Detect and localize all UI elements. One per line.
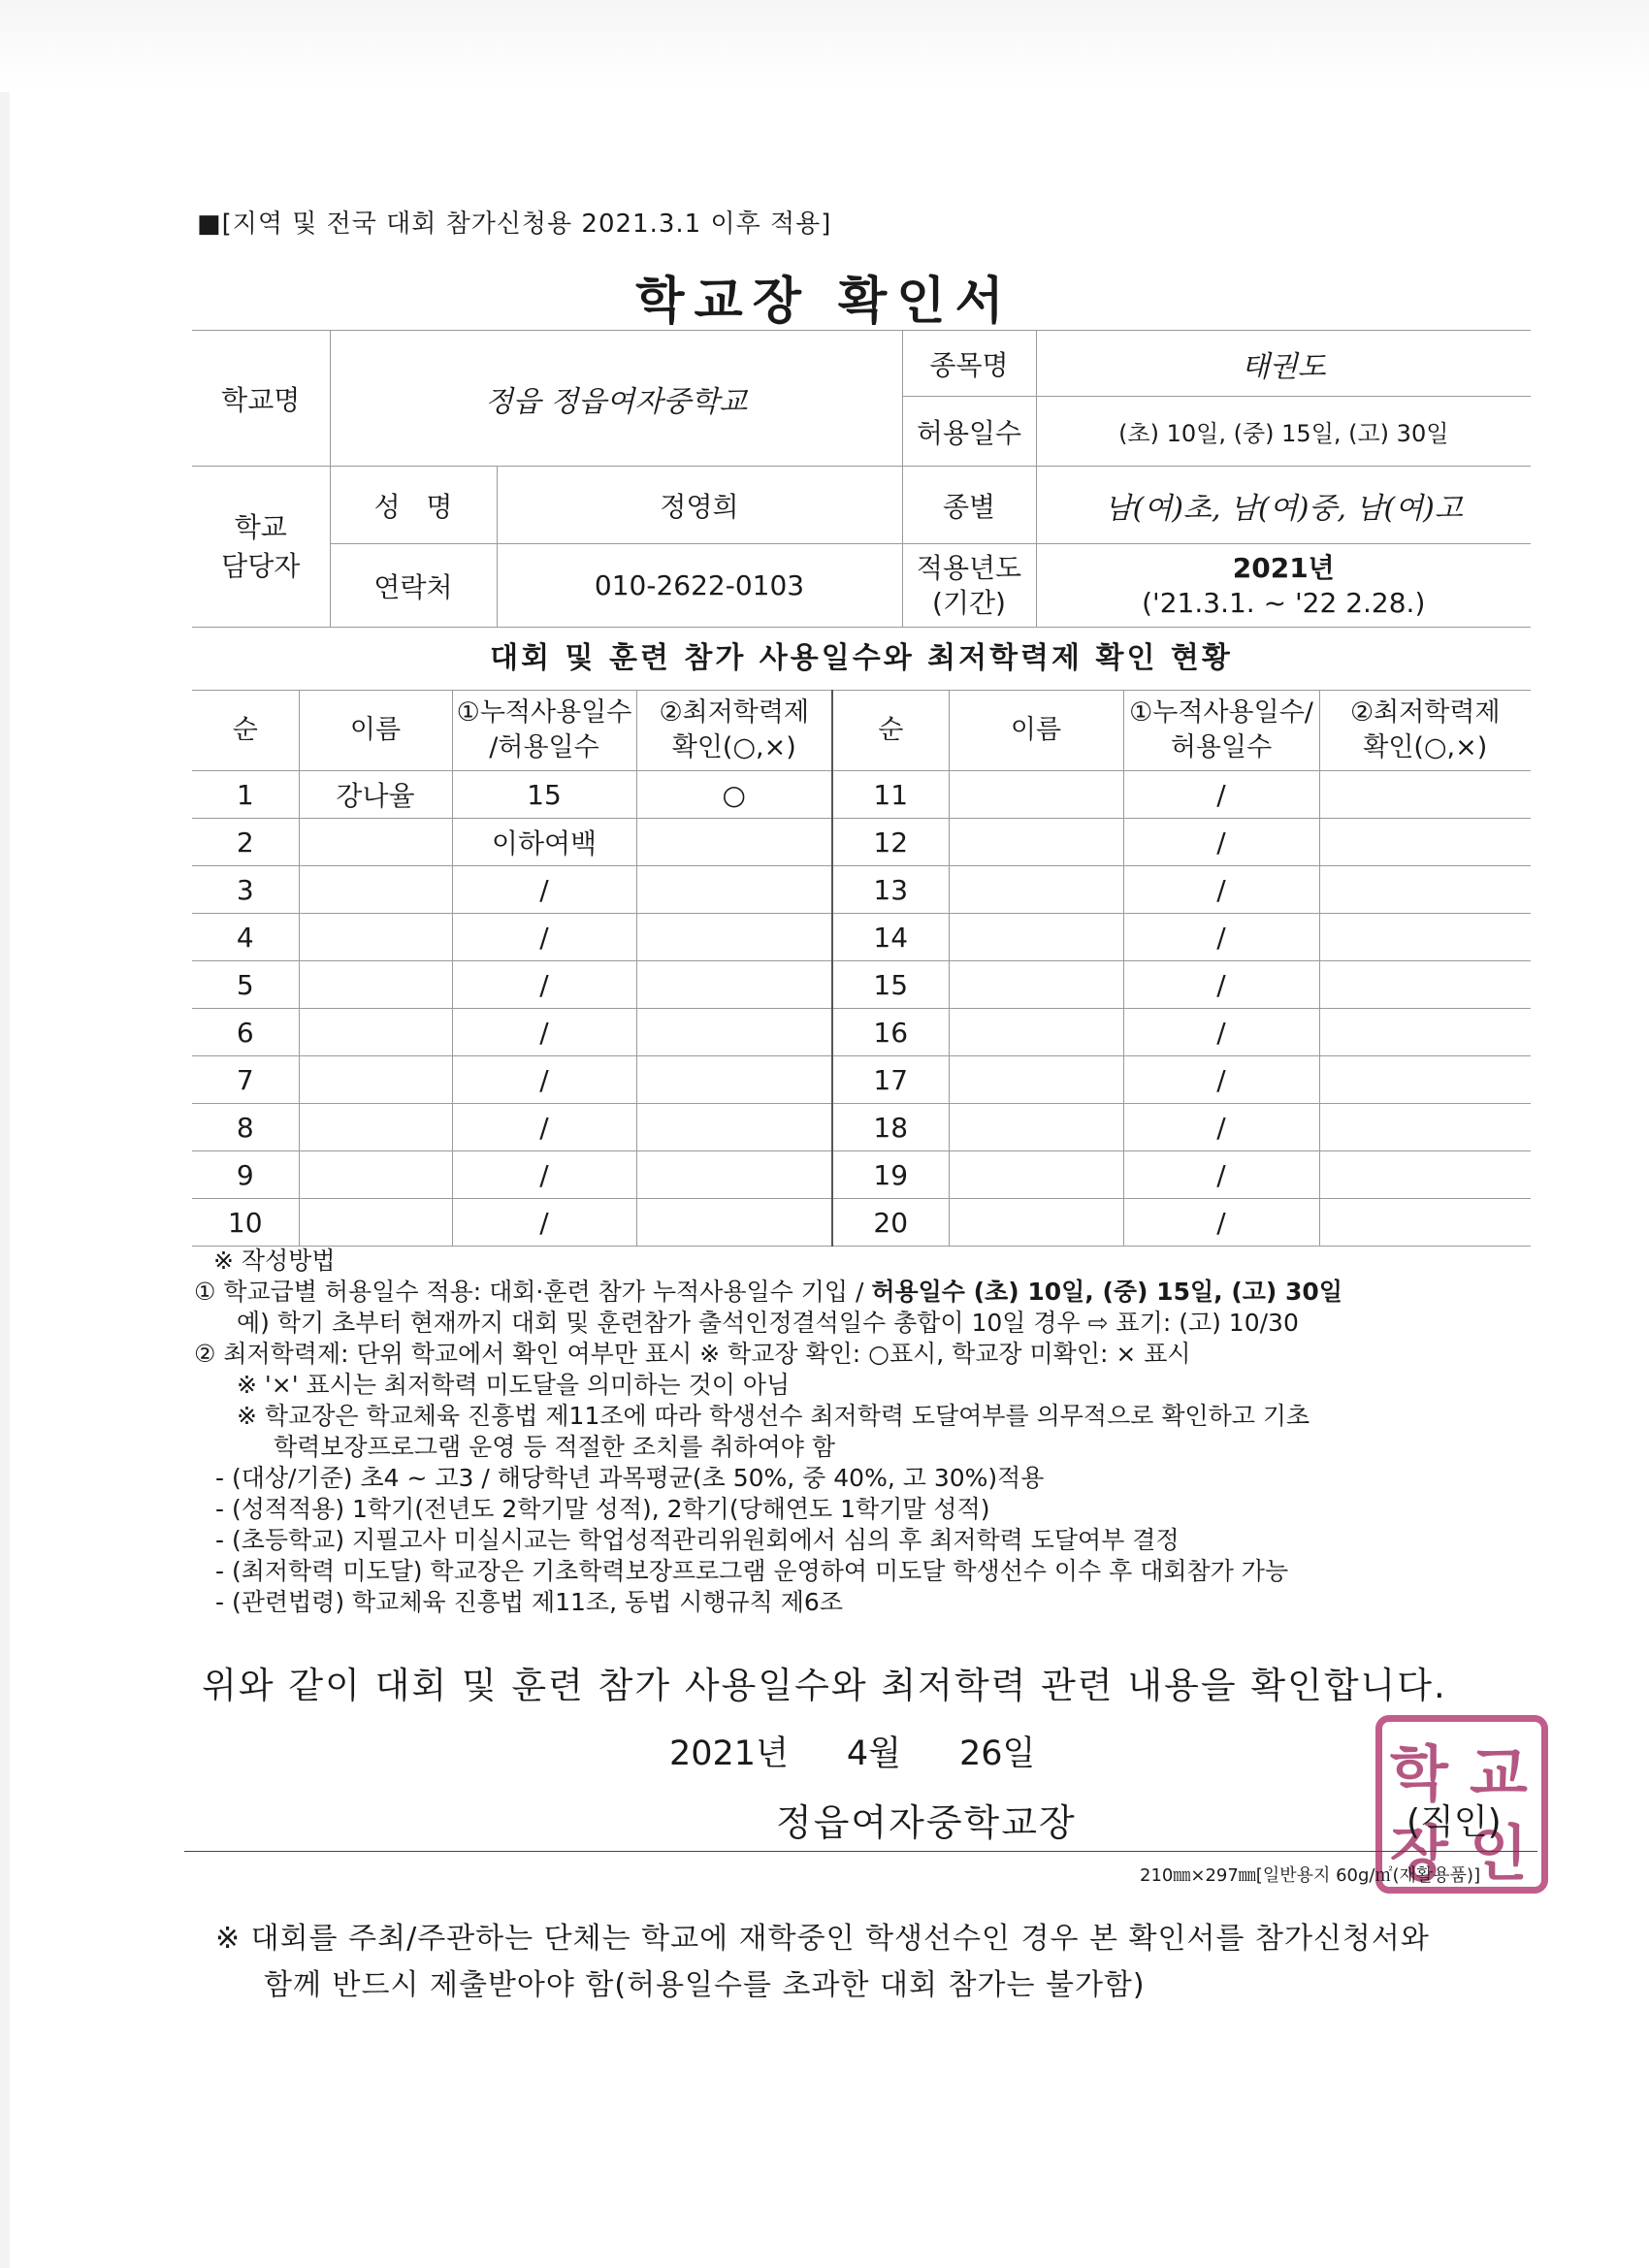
row-name — [949, 771, 1123, 819]
note-line-2: 예) 학기 초부터 현재까지 대회 및 훈련참가 출석인정결석일수 총합이 10일 경우 ⇨ 표기: (고) 10/30 — [237, 1309, 1299, 1337]
table-row — [192, 1151, 1531, 1199]
roster-table — [192, 690, 1531, 1247]
row-no: 1 — [192, 771, 299, 819]
table-row — [192, 1104, 1531, 1151]
row-name — [299, 961, 452, 1009]
row-no: 14 — [832, 914, 949, 961]
row-check — [1319, 771, 1531, 819]
sport-label: 종목명 — [902, 331, 1036, 397]
row-check — [636, 866, 832, 914]
note-line-6: 학력보장프로그램 운영 등 적절한 조치를 취하여야 함 — [274, 1433, 835, 1461]
col-header-no-right: 순 — [832, 691, 949, 771]
row-no: 6 — [192, 1009, 299, 1056]
row-days: / — [1123, 771, 1319, 819]
date-month: 4월 — [846, 1734, 901, 1773]
row-days: / — [1123, 866, 1319, 914]
row-days: / — [1123, 1009, 1319, 1056]
roster-header-row — [192, 691, 1531, 771]
paper-spec: 210㎜×297㎜[일반용지 60g/㎡(재활용품)] — [1140, 1865, 1481, 1886]
row-name — [299, 1104, 452, 1151]
seal-glyph-4: 인 — [1470, 1818, 1528, 1889]
row-check — [636, 1151, 832, 1199]
row-no: 12 — [832, 819, 949, 866]
name-label: 성 명 — [330, 467, 497, 544]
row-days: / — [1123, 819, 1319, 866]
year-value: 2021년 — [1232, 551, 1335, 584]
row-check — [1319, 1009, 1531, 1056]
row-days: 15 — [452, 771, 636, 819]
principal-title: 정읍여자중학교장 — [776, 1801, 1077, 1844]
row-no: 20 — [832, 1199, 949, 1247]
col-header-days-right: ①누적사용일수/ 허용일수 — [1123, 691, 1319, 771]
row-check — [636, 1056, 832, 1104]
row-name — [949, 914, 1123, 961]
row-no: 7 — [192, 1056, 299, 1104]
year-period: ('21.3.1. ~ '22 2.28.) — [1142, 586, 1426, 619]
gender-value: 남(여)초, 남(여)중, 남(여)고 — [1036, 467, 1531, 544]
seal-glyph-3: 장 — [1390, 1818, 1448, 1889]
row-no: 15 — [832, 961, 949, 1009]
allowed-days-value: (초) 10일, (중) 15일, (고) 30일 — [1036, 397, 1531, 467]
row-check — [1319, 819, 1531, 866]
sport-value: 태권도 — [1036, 331, 1531, 397]
row-days: / — [1123, 1056, 1319, 1104]
gender-label: 종별 — [902, 467, 1036, 544]
row-check — [1319, 961, 1531, 1009]
table-row — [192, 961, 1531, 1009]
school-name-value: 정읍 정읍여자중학교 — [330, 331, 902, 467]
row-days: / — [452, 1104, 636, 1151]
bottom-line-2: 함께 반드시 제출받아야 함(허용일수를 초과한 대회 참가는 불가함) — [264, 1968, 1146, 2002]
col-header-check-right: ②최저학력제 확인(○,×) — [1319, 691, 1531, 771]
note-line-1 — [194, 1277, 1552, 1308]
row-no: 19 — [832, 1151, 949, 1199]
row-check — [1319, 914, 1531, 961]
seal-glyph-1: 학 — [1390, 1738, 1448, 1809]
seal-label: (직인) — [1406, 1802, 1502, 1842]
allowed-days-label: 허용일수 — [902, 397, 1036, 467]
note-line-11: - (관련법령) 학교체육 진흥법 제11조, 동법 시행규칙 제6조 — [215, 1588, 843, 1616]
table-row — [192, 1009, 1531, 1056]
writing-instructions — [194, 1246, 1552, 1618]
row-check — [636, 1199, 832, 1247]
note-line-10: - (최저학력 미도달) 학교장은 기초학력보장프로그램 운영하여 미도달 학생선수 이수 후 대회참가 가능 — [215, 1557, 1289, 1585]
row-name — [949, 1199, 1123, 1247]
row-no: 4 — [192, 914, 299, 961]
row-name — [299, 1056, 452, 1104]
row-no: 10 — [192, 1199, 299, 1247]
top-note: ■[지역 및 전국 대회 참가신청용 2021.3.1 이후 적용] — [197, 210, 832, 239]
row-no: 3 — [192, 866, 299, 914]
manager-label: 학교 담당자 — [192, 467, 330, 628]
seal-glyph-2: 교 — [1470, 1738, 1528, 1809]
name-value: 정영희 — [497, 467, 902, 544]
row-check — [636, 914, 832, 961]
note-line-7: - (대상/기준) 초4 ~ 고3 / 해당학년 과목평균(초 50%, 중 40%, 고 30%)적용 — [215, 1464, 1045, 1492]
footer-divider — [184, 1851, 1537, 1852]
row-check — [636, 961, 832, 1009]
row-check — [636, 1104, 832, 1151]
submission-note — [215, 1916, 1430, 2009]
row-name — [949, 1056, 1123, 1104]
note-line-8: - (성적적용) 1학기(전년도 2학기말 성적), 2학기(당해연도 1학기말 성적) — [215, 1495, 990, 1523]
info-table — [192, 330, 1531, 628]
col-header-name-right: 이름 — [949, 691, 1123, 771]
row-name — [299, 1199, 452, 1247]
row-check — [1319, 866, 1531, 914]
row-days: / — [1123, 914, 1319, 961]
row-no: 13 — [832, 866, 949, 914]
note-line-9: - (초등학교) 지필고사 미실시교는 학업성적관리위원회에서 심의 후 최저학력 도달여부 결정 — [215, 1526, 1180, 1554]
note-line-1-text: ① 학교급별 허용일수 적용: 대회·훈련 참가 누적사용일수 기입 / — [194, 1278, 872, 1306]
row-name — [949, 1151, 1123, 1199]
table-row — [192, 866, 1531, 914]
row-days: / — [452, 1199, 636, 1247]
row-days: / — [452, 1009, 636, 1056]
note-line-5: ※ 학교장은 학교체육 진흥법 제11조에 따라 학생선수 최저학력 도달여부를 의무적으로 확인하고 기초 — [237, 1402, 1310, 1430]
table-row — [192, 771, 1531, 819]
row-check — [1319, 1199, 1531, 1247]
row-days: / — [1123, 1199, 1319, 1247]
row-name — [299, 1009, 452, 1056]
row-name — [949, 866, 1123, 914]
row-name — [299, 1151, 452, 1199]
row-check — [1319, 1056, 1531, 1104]
row-days: / — [452, 1056, 636, 1104]
table-row — [192, 1199, 1531, 1247]
confirmation-date — [669, 1727, 1093, 1775]
contact-value: 010-2622-0103 — [497, 544, 902, 628]
row-days: / — [1123, 961, 1319, 1009]
row-name — [949, 1104, 1123, 1151]
row-no: 9 — [192, 1151, 299, 1199]
row-no: 8 — [192, 1104, 299, 1151]
row-days: / — [452, 866, 636, 914]
note-line-3: ② 최저학력제: 단위 학교에서 확인 여부만 표시 ※ 학교장 확인: ○표시, 학교장 미확인: × 표시 — [194, 1340, 1191, 1368]
table-row — [192, 1056, 1531, 1104]
confirmation-text: 위와 같이 대회 및 훈련 참가 사용일수와 최저학력 관련 내용을 확인합니다. — [202, 1665, 1447, 1706]
row-no: 11 — [832, 771, 949, 819]
row-days: / — [1123, 1151, 1319, 1199]
row-no: 5 — [192, 961, 299, 1009]
row-name — [949, 961, 1123, 1009]
row-days: / — [1123, 1104, 1319, 1151]
col-header-days-left: ①누적사용일수 /허용일수 — [452, 691, 636, 771]
document-title: 학교장 확인서 — [635, 273, 1014, 331]
row-check — [636, 819, 832, 866]
row-no: 18 — [832, 1104, 949, 1151]
row-name — [299, 819, 452, 866]
year-label: 적용년도 (기간) — [902, 544, 1036, 628]
col-header-no-left: 순 — [192, 691, 299, 771]
row-days: / — [452, 961, 636, 1009]
notes-heading: ※ 작성방법 — [213, 1247, 336, 1275]
row-name — [949, 819, 1123, 866]
table-row — [192, 819, 1531, 866]
row-days: / — [452, 1151, 636, 1199]
row-check — [636, 1009, 832, 1056]
row-days: 이하여백 — [452, 819, 636, 866]
row-no: 2 — [192, 819, 299, 866]
note-line-4: ※ '×' 표시는 최저학력 미도달을 의미하는 것이 아님 — [237, 1371, 791, 1399]
bottom-line-1: ※ 대회를 주최/주관하는 단체는 학교에 재학중인 학생선수인 경우 본 확인서를 참가신청서와 — [215, 1922, 1430, 1956]
row-check — [1319, 1104, 1531, 1151]
roster-section-title: 대회 및 훈련 참가 사용일수와 최저학력제 확인 현황 — [490, 641, 1233, 675]
row-name — [299, 914, 452, 961]
note-line-1-bold: 허용일수 (초) 10일, (중) 15일, (고) 30일 — [871, 1278, 1342, 1306]
table-row — [192, 914, 1531, 961]
row-name — [299, 866, 452, 914]
row-check: ○ — [636, 771, 832, 819]
row-days: / — [452, 914, 636, 961]
row-no: 17 — [832, 1056, 949, 1104]
school-name-label: 학교명 — [192, 331, 330, 467]
row-name — [949, 1009, 1123, 1056]
row-check — [1319, 1151, 1531, 1199]
date-year: 2021년 — [669, 1734, 789, 1773]
col-header-check-left: ②최저학력제 확인(○,×) — [636, 691, 832, 771]
col-header-name-left: 이름 — [299, 691, 452, 771]
year-cell — [1036, 544, 1531, 628]
date-day: 26일 — [958, 1734, 1036, 1773]
row-no: 16 — [832, 1009, 949, 1056]
row-name: 강나율 — [299, 771, 452, 819]
contact-label: 연락처 — [330, 544, 497, 628]
